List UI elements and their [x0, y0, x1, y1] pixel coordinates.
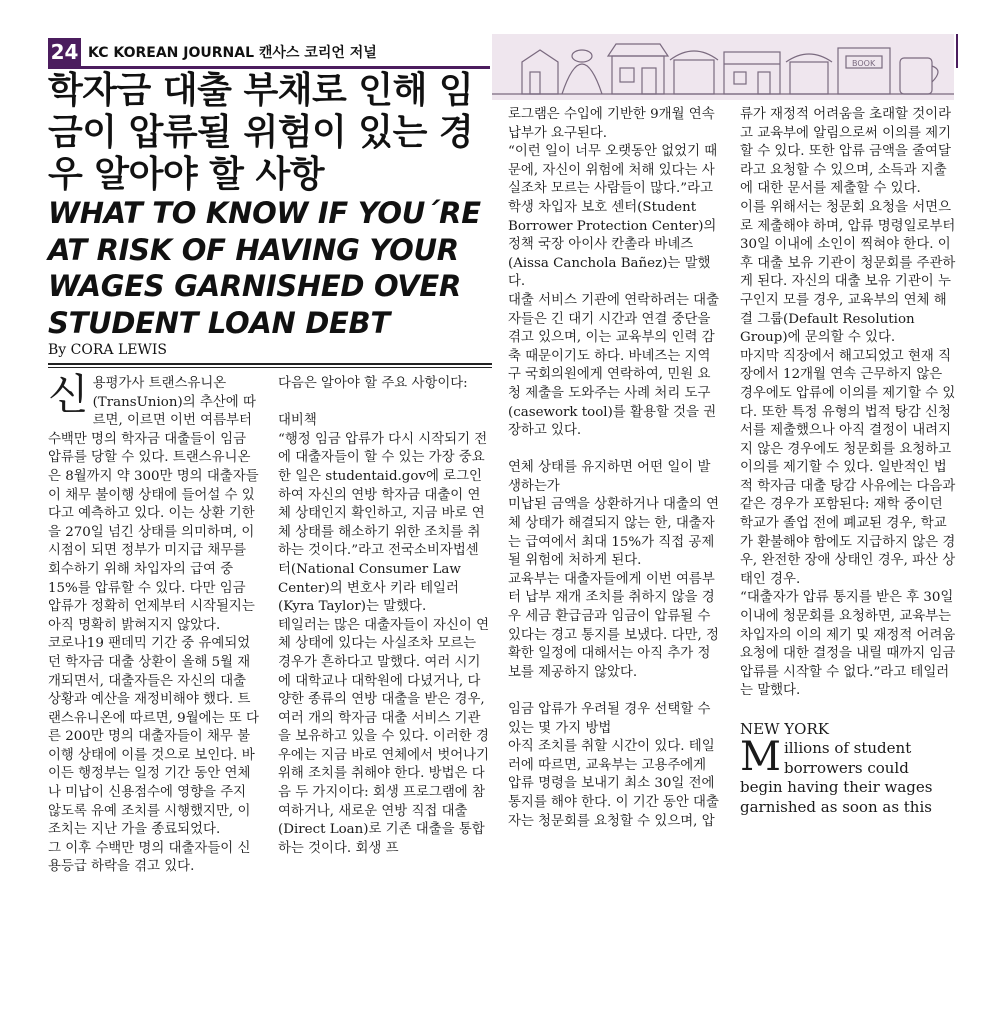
paragraph: 로그램은 수입에 기반한 9개월 연속 납부가 요구된다.: [508, 107, 715, 141]
drop-cap: 신: [48, 370, 89, 419]
paragraph: 이를 위해서는 청문회 요청을 서면으로 제출해야 하며, 압류 명령일로부터 30일 이내에 소인이 찍혀야 한다. 이후 대출 보유 기관이 청문회를 주관하게 된다. 자신의 대출 보유 기관이 누구인지 모를 경우, 교육부의 연체 해결 그룹(Default Resolution Group)에 문의할 수 있다.: [740, 199, 956, 346]
paragraph: 아직 조치를 취할 시간이 있다. 테일러에 따르면, 교육부는 고용주에게 압류 명령을 보내기 최소 30일 전에 통지를 해야 한다. 이 기간 동안 대출자는 청문회를 요청할 수 있으며, 압: [508, 739, 719, 829]
dateline: NEW YORK: [740, 719, 829, 738]
page-number: 24: [48, 38, 81, 66]
drop-cap: M: [740, 734, 781, 781]
spacer: [508, 682, 720, 701]
paragraph: 그 이후 수백만 명의 대출자들이 신용등급 하락을 겪고 있다.: [48, 840, 251, 875]
article-column-3: [508, 106, 720, 831]
article-column-1: [48, 370, 262, 877]
header-edge-rule: [956, 34, 958, 68]
paragraph: 대출 서비스 기관에 연락하려는 대출자들은 긴 대기 시간과 연결 중단을 겪고 있으며, 이는 교육부의 인력 감축 때문이기도 하다. 바녜즈는 지역구 국회의원에게 연락하여, 민원 요청 제출을 도와주는 사례 처리 도구(casework tool)를 활용할 것을 권장하고 있다.: [508, 292, 720, 439]
article-column-4: [740, 106, 956, 817]
paragraph: 마지막 직장에서 해고되었고 현재 직장에서 12개월 연속 근무하지 않은 경우에도 압류에 이의를 제기할 수 있다. 또한 특정 유형의 법적 탕감 신청서를 제출했으나 아직 결정이 내려지지 않은 경우에도 청문회를 요청하고 이의를 제기할 수 있다. 일반적인 법적 학자금 대출 탕감 사유에는 다음과 같은 경우가 포함된다: 재학 중이던 학교가 졸업 전에 폐교된 경우, 학교가 환불해야 함에도 지급하지 않은 경우, 완전한 장애 상태인 경우, 파산 상태인 경우.: [740, 348, 956, 587]
paragraph: “이런 일이 너무 오랫동안 없었기 때문에, 자신이 위험에 처해 있다는 사실조차 모르는 사람들이 많다.”라고 학생 차입자 보호 센터(Student Borrower Protection Center)의 정책 국장 아이사 칸촐라 바녜즈(Aissa Canchola Bañez)는 말했다.: [508, 144, 718, 290]
headline-english: WHAT TO KNOW IF YOU´RE AT RISK OF HAVING YOUR WAGES GARNISHED OVER STUDENT LOAN DEBT: [48, 196, 481, 340]
headline-korean: 학자금 대출 부채로 인해 임금이 압류될 위험이 있는 경우 알아야 할 사항: [48, 70, 474, 195]
byline: By CORA LEWIS: [48, 342, 167, 358]
paragraph: “행정 임금 압류가 다시 시작되기 전에 대출자들이 할 수 있는 가장 중요한 일은 studentaid.gov에 로그인하여 자신의 연방 학자금 대출이 연체 상태인지 확인하고, 지금 바로 연체 상태를 해소하기 위한 조치를 취하는 것이다.”라고 전국소비자법센터(National Consumer Law Center)의 변호사 키라 테일러(Kyra Taylor)는 말했다.: [278, 431, 488, 615]
paragraph: 류가 재정적 어려움을 초래할 것이라고 교육부에 알림으로써 이의를 제기할 수 있다. 또한 압류 금액을 줄여달라고 요청할 수 있으며, 소득과 지출에 대한 문서를 제출할 수 있다.: [740, 107, 952, 197]
paragraph: 교육부는 대출자들에게 이번 여름부터 납부 재개 조치를 취하지 않을 경우 세금 환급금과 임금이 압류될 수 있다는 경고 통지를 보냈다. 다만, 정확한 일정에 대해서는 아직 추가 정보를 제공하지 않았다.: [508, 571, 719, 680]
paragraph: “대출자가 압류 통지를 받은 후 30일 이내에 청문회를 요청하면, 교육부는 차입자의 이의 제기 및 재정적 어려움 요청에 대한 결정을 내릴 때까지 임금 압류를 시작할 수 없다.”라고 테일러는 말했다.: [740, 590, 956, 699]
english-lede: [740, 734, 956, 817]
paragraph-text: 용평가사 트랜스유니온(TransUnion)의 추산에 따르면, 이르면 이번 여름부터 수백만 명의 학자금 대출들이 임금 압류를 당할 수 있다. 트랜스유니온은 8월까지 약 300만 명의 대출자들이 채무 불이행 상태에 들어설 수 있다고 예측하고 있다. 이는 상환 기한을 270일 넘긴 상태를 의미하며, 이 시점이 되면 정부가 미지급 채무를 회수하기 위해 차입자의 급여 중 15%를 압류할 수 있다. 다만 임금 압류가 정확히 언제부터 시작될지는 아직 명확히 밝혀지지 않았다.: [48, 376, 259, 633]
header-rule: [48, 66, 490, 69]
journal-name: KC KOREAN JOURNAL 캔사스 코리언 저널: [88, 45, 377, 61]
spacer: [278, 394, 490, 413]
illustration-shop-sign: BOOK: [852, 59, 876, 68]
storefront-illustration: [492, 34, 954, 100]
paragraph: 코로나19 팬데믹 기간 중 유예되었던 학자금 대출 상환이 올해 5월 재개되면서, 대출자들은 자신의 대출 상황과 예산을 재정비해야 했다. 트랜스유니온에 따르면, 9월에는 또 다른 200만 명의 대출자들이 채무 불이행 상태에 이를 것으로 보인다. 바이든 행정부는 일정 기간 동안 연체나 미납이 신용점수에 영향을 주지 않도록 유예 조치를 시행했지만, 이 조치는 지난 가을 종료되었다.: [48, 636, 259, 838]
section-heading: 대비책: [278, 413, 317, 429]
headline-rule: [48, 363, 492, 368]
paragraph: 테일러는 많은 대출자들이 자신이 연체 상태에 있다는 사실조차 모르는 경우가 흔하다고 말했다. 여러 시기에 대학교나 대학원에 다녔거나, 다양한 종류의 연방 대출을 받은 경우, 여러 개의 학자금 대출 서비스 기관을 보유하고 있을 수 있다. 이러한 경우에는 지금 바로 연체에서 벗어나기 위해 조치를 취해야 한다. 방법은 다음 두 가지이다: 회생 프로그램에 참여하거나, 새로운 연방 직접 대출(Direct Loan)로 기존 대출을 통합하는 것이다. 회생 프: [278, 617, 490, 856]
paragraph: 다음은 알아야 할 주요 사항이다:: [278, 376, 468, 391]
english-lede-text: illions of student borrowers could begin having their wages garnished as soon as this: [740, 739, 933, 816]
section-heading: 연체 상태를 유지하면 어떤 일이 발생하는가: [508, 460, 711, 494]
storefront-drawing: [492, 34, 954, 100]
paragraph: 미납된 금액을 상환하거나 대출의 연체 상태가 해결되지 않는 한, 대출자는 급여에서 최대 15%가 직접 공제될 위험에 처하게 된다.: [508, 497, 720, 569]
article-column-2: [278, 375, 490, 858]
spacer: [508, 441, 720, 460]
spacer: [740, 701, 956, 720]
section-heading: 임금 압류가 우려될 경우 선택할 수 있는 몇 가지 방법: [508, 702, 711, 736]
paragraph: [48, 370, 262, 635]
